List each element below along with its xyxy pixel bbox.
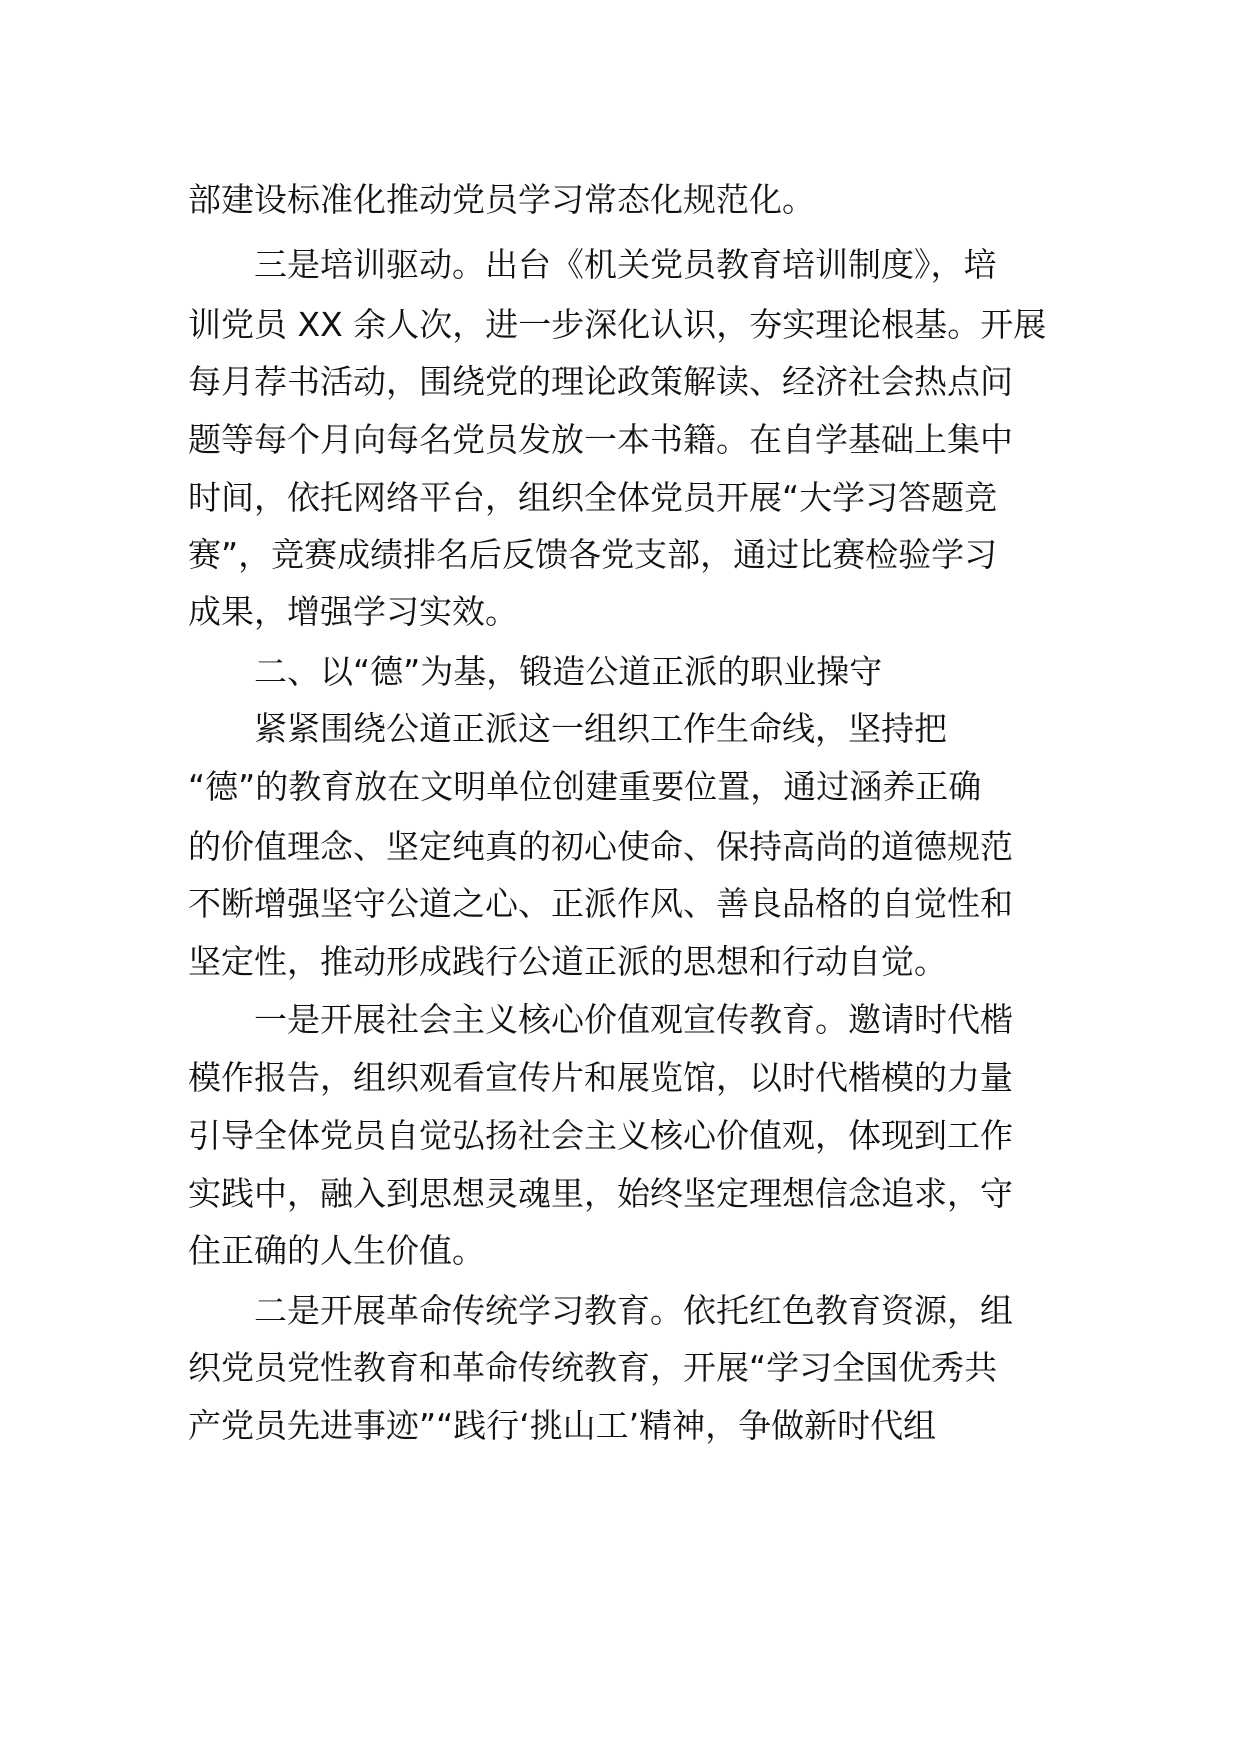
text-line: 实践中，融入到思想灵魂里，始终坚定理想信念追求，守 <box>188 1174 1013 1213</box>
text-line: 一是开展社会主义核心价值观宣传教育。邀请时代楷 <box>254 1000 1013 1039</box>
text-line: 不断增强坚守公道之心、正派作风、善良品格的自觉性和 <box>188 884 1013 923</box>
text-line: 织党员党性教育和革命传统教育，开展“学习全国优秀共 <box>188 1348 998 1387</box>
text-line: 部建设标准化推动党员学习常态化规范化。 <box>188 180 815 219</box>
text-line: 模作报告，组织观看宣传片和展览馆，以时代楷模的力量 <box>188 1058 1013 1097</box>
section-heading: 二、以“德”为基，锻造公道正派的职业操守 <box>254 652 883 691</box>
text-line: 坚定性，推动形成践行公道正派的思想和行动自觉。 <box>188 942 947 981</box>
text-line: 产党员先进事迹”“践行‘挑山工’精神，争做新时代组 <box>188 1406 937 1445</box>
text-line: 每月荐书活动，围绕党的理论政策解读、经济社会热点问 <box>188 362 1013 401</box>
text-line: 引导全体党员自觉弘扬社会主义核心价值观，体现到工作 <box>188 1116 1013 1155</box>
text-line: 三是培训驱动。出台《机关党员教育培训制度》，培 <box>254 245 997 284</box>
text-line: 的价值理念、坚定纯真的初心使命、保持高尚的道德规范 <box>188 827 1013 866</box>
text-line: 训党员 XX 余人次，进一步深化认识，夯实理论根基。开展 <box>188 305 1047 344</box>
text-line: 时间，依托网络平台，组织全体党员开展“大学习答题竞 <box>188 478 998 517</box>
text-line: 二是开展革命传统学习教育。依托红色教育资源，组 <box>254 1291 1013 1330</box>
text-line: 住正确的人生价值。 <box>188 1231 485 1270</box>
text-line: 赛”，竞赛成绩排名后反馈各党支部，通过比赛检验学习 <box>188 535 998 574</box>
text-line: 题等每个月向每名党员发放一本书籍。在自学基础上集中 <box>188 420 1013 459</box>
text-line: “德”的教育放在文明单位创建重要位置，通过涵养正确 <box>188 767 982 806</box>
text-line: 成果，增强学习实效。 <box>188 592 518 631</box>
text-line: 紧紧围绕公道正派这一组织工作生命线，坚持把 <box>254 709 947 748</box>
